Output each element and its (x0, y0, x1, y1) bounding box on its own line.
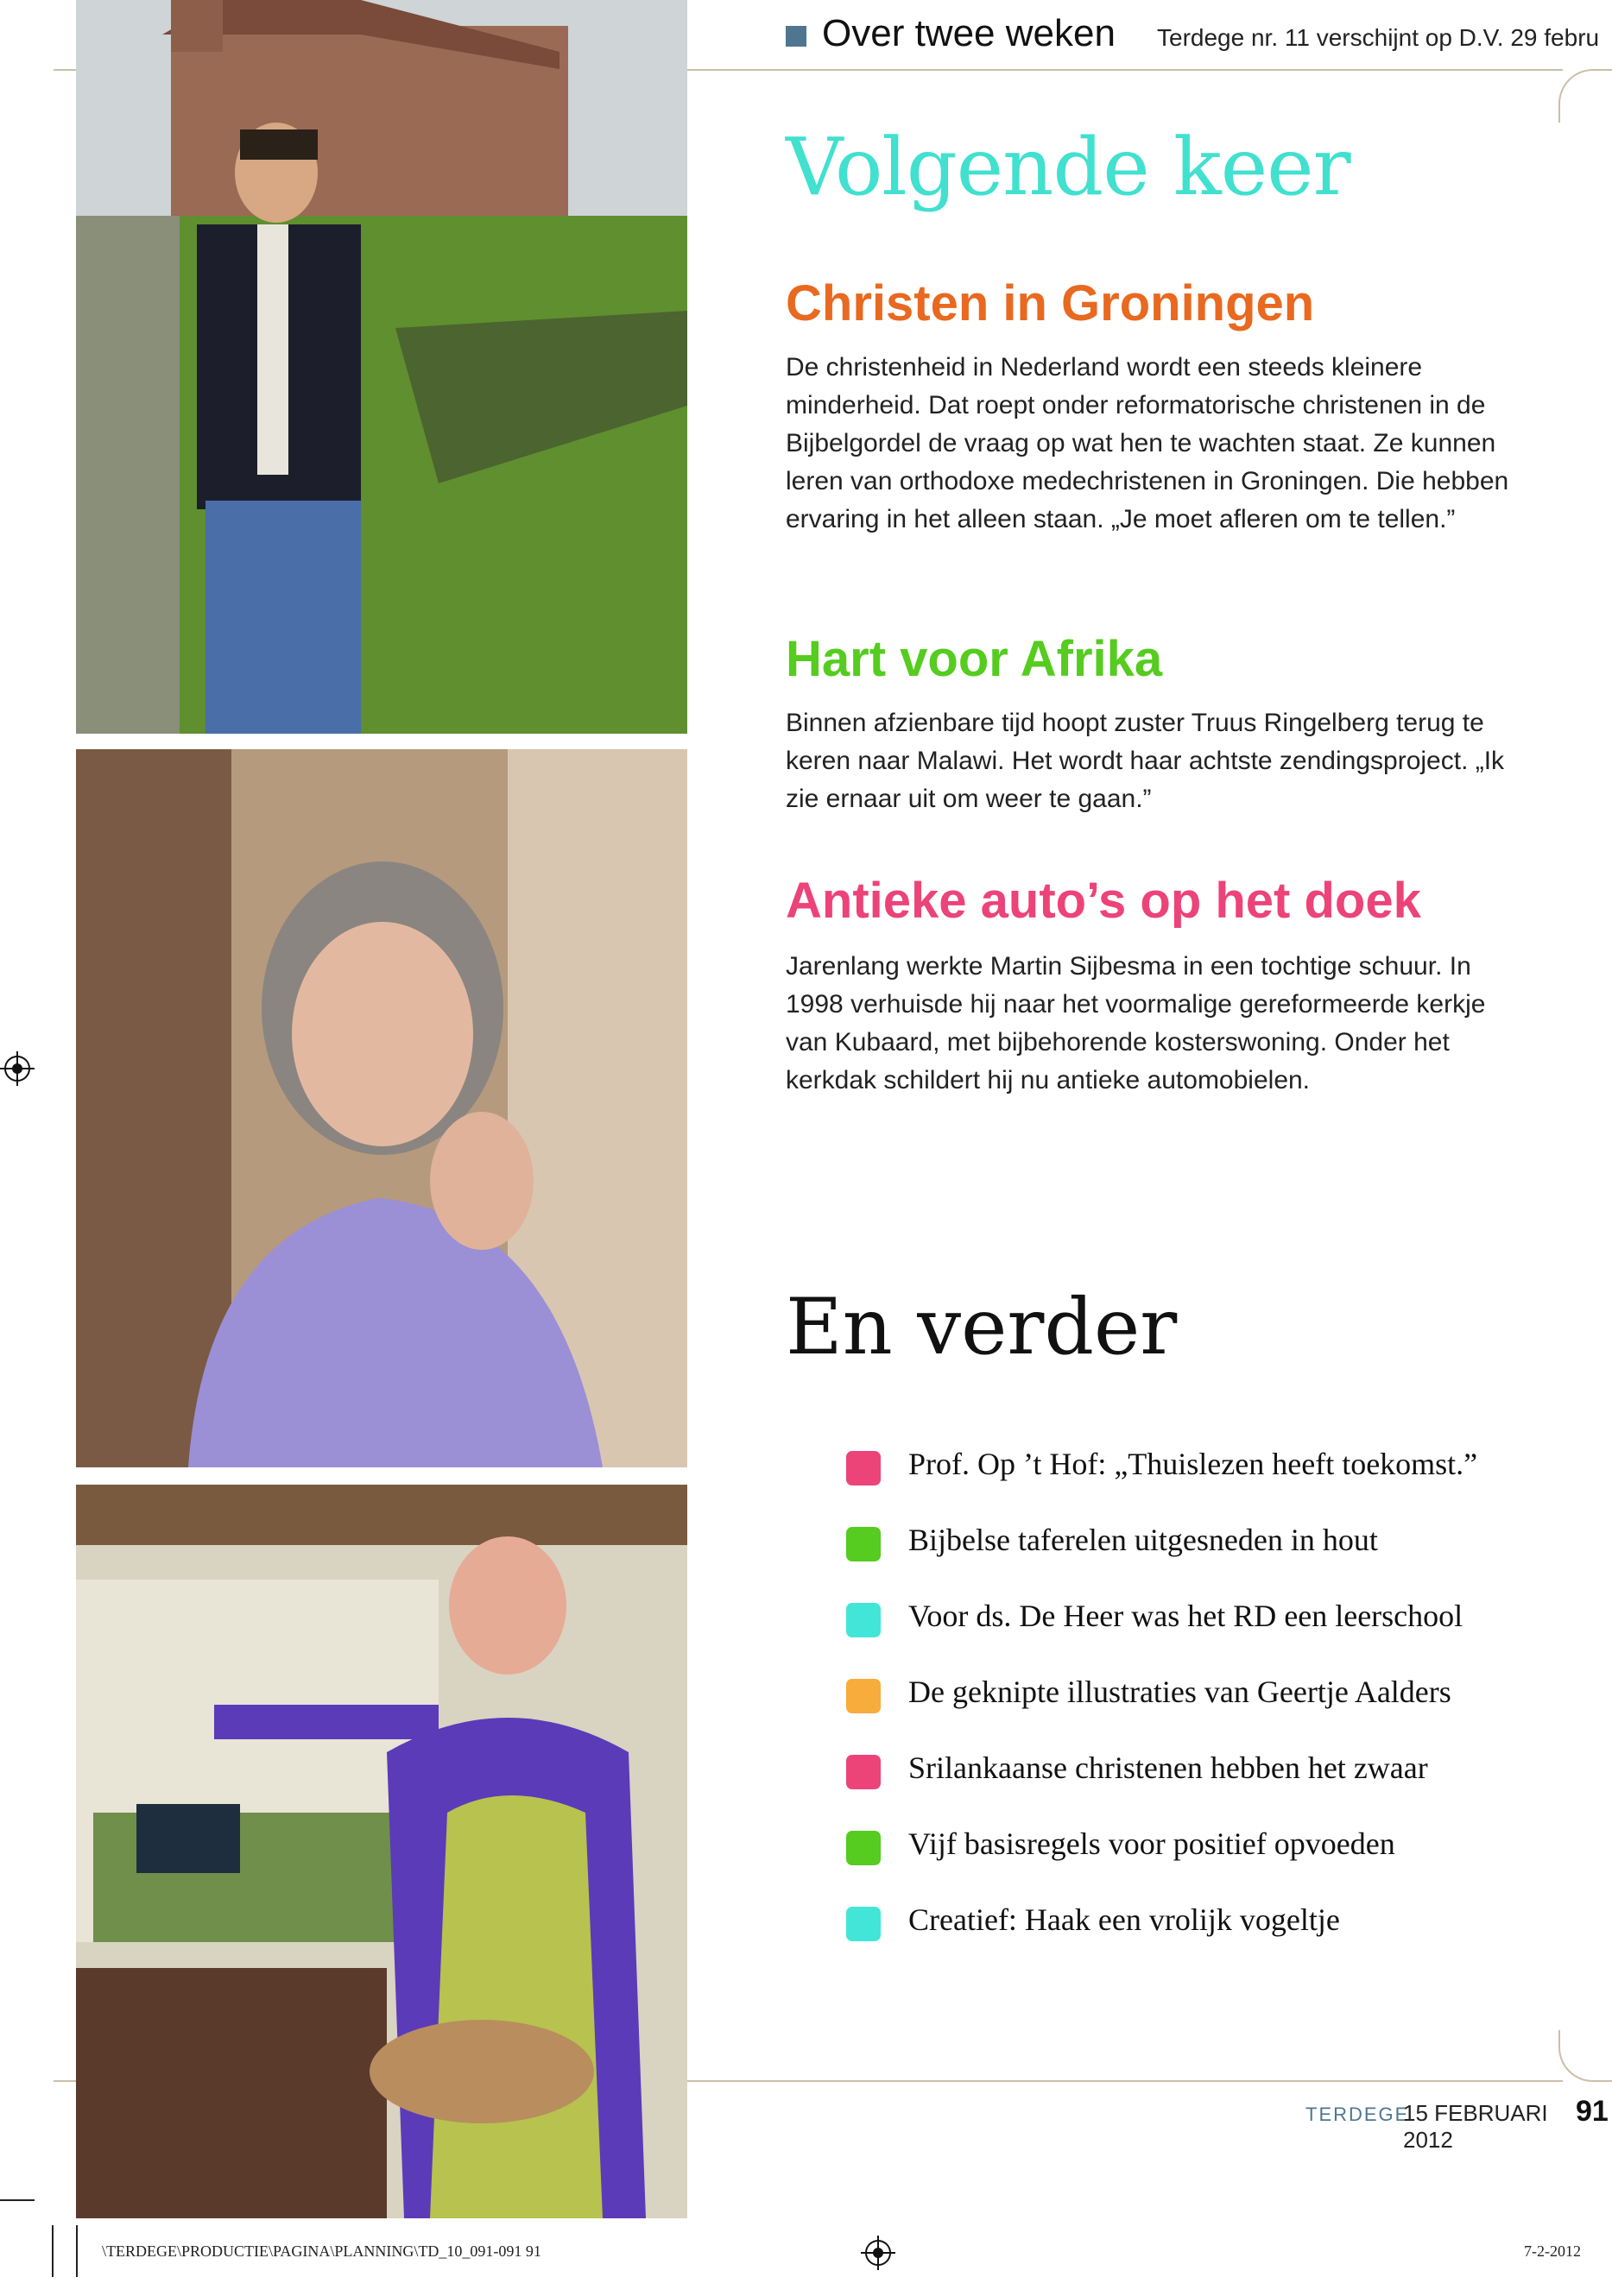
bullet-square (846, 1907, 881, 1941)
photo-woman-portrait (76, 749, 687, 1467)
article-body: Binnen afzienbare tijd hoopt zuster Truus Ringelberg terug te keren naar Malawi. Het wordt haar achtste zendingsproject. „Ik zie ernaar uit om weer te gaan.” (786, 709, 1505, 813)
bullet-square (846, 1603, 881, 1637)
footer-date: 15 FEBRUARI 2012 (1403, 2100, 1548, 2153)
header-subtitle: Terdege nr. 11 verschijnt op D.V. 29 febru (1157, 24, 1600, 51)
photo-painter-at-easel (76, 1485, 687, 2218)
divider-bottom (687, 2080, 1563, 2082)
article-title: Hart voor Afrika (786, 631, 1163, 687)
article-body: Jarenlang werkte Martin Sijbesma in een tochtige schuur. In 1998 verhuisde hij naar het voormalige gereformeerde kerkje van Kubaard, met bijbehorende kosterswoning. Onder het kerkdak schildert hij nu antieke automobielen. (786, 952, 1486, 1094)
divider-bottom-corner (1558, 2030, 1612, 2082)
divider-top-corner (1558, 69, 1612, 123)
list-item-text: Bijbelse taferelen uitgesneden in hout (908, 1523, 1378, 1557)
section-marker (786, 26, 806, 47)
article-title: Antieke auto’s op het doek (786, 873, 1421, 929)
section-title: Volgende keer (786, 121, 1350, 213)
list-item-text: De geknipte illustraties van Geertje Aalders (908, 1675, 1451, 1709)
article-body: De christenheid in Nederland wordt een steeds kleinere minderheid. Dat roept onder reformatorische christenen in de Bijbelgordel de vraag op wat hen te wachten staat. Ze kunnen leren van orthodoxe medechristenen in Groningen. Die hebben ervaring in het alleen staan. „Je moet afleren om te tellen.” (786, 353, 1509, 533)
list-item-text: Voor ds. De Heer was het RD een leerschool (908, 1599, 1463, 1633)
list-item-text: Srilankaanse christenen hebben het zwaar (908, 1750, 1428, 1785)
divider-top-left (54, 69, 76, 71)
bullet-square (846, 1451, 881, 1485)
crop-mark (76, 2225, 78, 2277)
slug-path: \TERDEGE\PRODUCTIE\PAGINA\PLANNING\TD_10_091-091 91 (102, 2242, 541, 2260)
bullet-square (846, 1831, 881, 1865)
divider-top (687, 69, 1563, 71)
footer-brand: TERDEGE (1305, 2104, 1410, 2125)
registration-mark-icon (861, 2236, 895, 2270)
page-number: 91 (1576, 2095, 1609, 2128)
slug-date: 7-2-2012 (1524, 2242, 1581, 2260)
crop-mark (52, 2225, 54, 2277)
list-item-text: Creatief: Haak een vrolijk vogeltje (908, 1902, 1340, 1937)
header-title: Over twee weken (822, 12, 1116, 54)
article-title: Christen in Groningen (786, 275, 1315, 331)
bullet-square (846, 1679, 881, 1713)
photo-man-at-church (76, 0, 687, 734)
divider-bottom-left (54, 2080, 76, 2082)
list-item-text: Vijf basisregels voor positief opvoeden (908, 1826, 1395, 1861)
registration-mark-icon (0, 1051, 35, 1086)
list-item-text: Prof. Op ’t Hof: „Thuislezen heeft toekomst.” (908, 1447, 1478, 1481)
bullet-square (846, 1755, 881, 1789)
crop-mark (0, 2199, 35, 2201)
more-title: En verder (786, 1282, 1178, 1372)
bullet-square (846, 1527, 881, 1561)
